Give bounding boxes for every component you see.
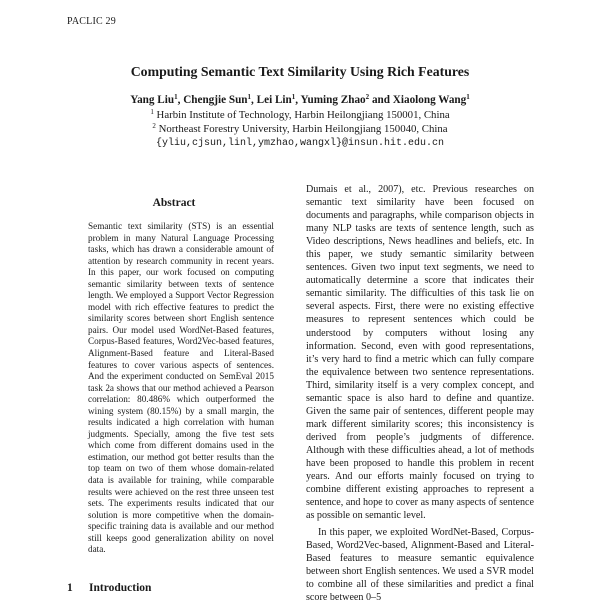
affiliation-2: $^2$ Northeast Forestry University, Harbin Heilongjiang 150040, China — [152, 122, 448, 135]
author-name: Yang Liu — [130, 94, 175, 106]
affiliation-marker: 2 — [365, 93, 370, 101]
author-name: Chengjie Sun — [183, 94, 248, 106]
section-number: 1 — [67, 582, 73, 594]
author-name: Xiaolong Wang — [392, 94, 467, 106]
affiliation-marker: 1 — [247, 93, 252, 101]
abstract-text: Semantic text similarity (STS) is an essential problem in many Natural Language Processing tasks, which has drawn a considerable amount of attention by research community in recent years. In this paper, our work focused on computing semantic similarity between texts of sentence length. We employed a Support Vector Regression model with rich effective features to predict the similarity scores between short English sentence pairs. Our model used WordNet-Based features, Corpus-Based features, Word2Vec-based features, Alignment-Based feature and Literal-Based features to cover various aspects of sentences. And the experiment conducted on SemEval 2015 task 2a shows that our method achieved a Pearson correlation: 80.486% which outperformed the wining system (80.15%) by a small margin, the results indicated a high correlation with human judgments. Specially, among the five test sets which come from different domains used in the estimation, our method got better results than the top team on two of them whose domain-related data is available for training, while comparable results were achieved on the rest three unseen test sets. The experiments results indicated that our solution is more competitive when the domain-specific training data is available and our method still keeps good generalization ability on novel data. — [88, 221, 274, 555]
right-column-body — [306, 183, 534, 605]
author-name: Lei Lin — [256, 94, 292, 106]
paragraph: In this paper, we exploited WordNet-Based, Corpus-Based, Word2Vec-based, Alignment-Based and Literal-Based features to measure semantic equivalence between short English sentences. We used a SVR model to combine all of these similarities and predict a final score between 0–5 — [306, 527, 534, 604]
affiliation-marker: 1 — [174, 93, 178, 101]
abstract-heading: Abstract — [152, 197, 196, 209]
paragraph: Dumais et al., 2007), etc. Previous researches on semantic text similarity have been focused on documents and paragraphs, while comparison objects in many NLP tasks are texts of sentence length, such as Video descriptions, News headlines and beliefs, etc. In this paper, we study semantic similarity between sentences. Given two input text segments, we need to automatically determine a score that indicates their semantic similarity. The difficulties of this task lie on several aspects. First, there were no existing effective measures to represent sentences which could be understood by computers without losing any information. Second, even with good representations, it’s very hard to find a metric which can fully compare the equivalence between two sentence representations. Third, similarity itself is a very complex concept, and semantic space is also hard to define and quantize. Given the same pair of sentences, different people may mark different similarity scores; this inconsistency is derived from people’s judgments of difference. Although with these difficulties ahead, a lot of methods have been proposed to handle this problem in recent years. And our efforts mainly focused on trying to combine different existing approaches to represent a sentence, and hope to cover as many aspects of sentence as possible on semantic level. — [306, 184, 534, 522]
section-heading — [67, 582, 151, 594]
paper-title: Computing Semantic Text Similarity Using Rich Features — [130, 64, 470, 79]
affiliation-1: $^1$ Harbin Institute of Technology, Harbin Heilongjiang 150001, China — [150, 108, 450, 121]
section-title: Introduction — [89, 582, 152, 594]
author-name: Yuming Zhao — [300, 94, 366, 106]
abstract-body — [88, 221, 274, 556]
affiliation-marker: 1 — [291, 93, 296, 101]
conference-header: PACLIC 29 — [67, 16, 116, 27]
author-emails: {yliu,cjsun,linl,ymzhao,wangxl}@insun.hit.edu.cn — [155, 138, 445, 149]
author-list: Yang Liu$^1$, Chengjie Sun$^1$, Lei Lin$^1$, Yuming Zhao$^2$ and Xiaolong Wang$^1$ — [130, 93, 470, 106]
affiliation-marker: 1 — [466, 93, 470, 101]
